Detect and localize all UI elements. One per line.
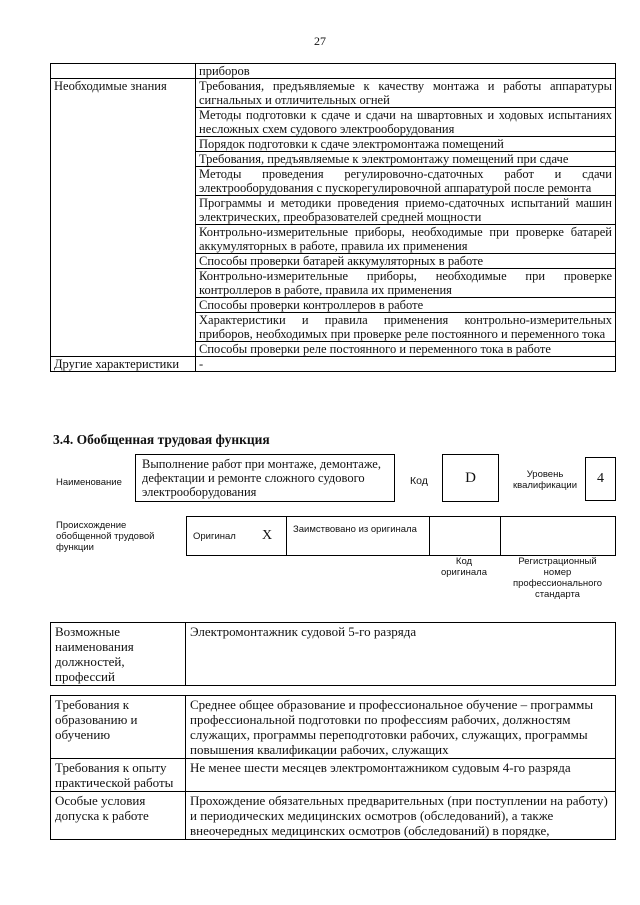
table-row [51, 623, 616, 686]
cell-value: приборов [196, 64, 616, 79]
table-row [51, 79, 616, 108]
positions-label: Возможные наименования должностей, профессий [51, 623, 186, 686]
requirement-label: Требования к опыту практической работы [51, 759, 186, 792]
knowledge-item: Контрольно-измерительные приборы, необходимые при проверке контроллеров в работе, правила их применения [196, 269, 616, 298]
table-row [51, 696, 616, 759]
code-value: D [442, 454, 499, 502]
original-label: Оригинал [193, 531, 236, 542]
code-label: Код [410, 475, 428, 487]
knowledge-label: Необходимые знания [51, 79, 196, 357]
knowledge-item: Способы проверки контроллеров в работе [196, 298, 616, 313]
positions-table [50, 622, 616, 686]
level-value: 4 [585, 457, 616, 501]
reg-caption: Регистрационный номер профессионального стандарта [513, 556, 602, 600]
table-row [51, 759, 616, 792]
name-label: Наименование [56, 477, 122, 488]
knowledge-item: Методы подготовки к сдаче и сдачи на швартовных и ходовых испытаниях несложных схем судового электрооборудования [196, 108, 616, 137]
knowledge-item: Требования, предъявляемые к качеству монтажа и работы аппаратуры сигнальных и отличительных огней [196, 79, 616, 108]
name-value: Выполнение работ при монтаже, демонтаже, дефектации и ремонте сложного судового электрооборудования [135, 454, 395, 502]
knowledge-item: Характеристики и правила применения контрольно-измерительных приборов, необходимых при проверке реле постоянного и переменного тока [196, 313, 616, 342]
knowledge-item: Контрольно-измерительные приборы, необходимые при проверке батарей аккумуляторных в работе, правила их применения [196, 225, 616, 254]
borrowed-label: Заимствовано из оригинала [293, 524, 417, 535]
requirements-table [50, 695, 616, 840]
table-row [51, 792, 616, 840]
other-value: - [196, 357, 616, 372]
knowledge-item: Порядок подготовки к сдаче электромонтажа помещений [196, 137, 616, 152]
knowledge-item: Способы проверки реле постоянного и переменного тока в работе [196, 342, 616, 357]
knowledge-table [50, 63, 616, 372]
section-title: 3.4. Обобщенная трудовая функция [53, 432, 270, 447]
positions-value: Электромонтажник судовой 5-го разряда [186, 623, 616, 686]
requirement-value: Прохождение обязательных предварительных (при поступлении на работу) и периодических медицинских осмотров (обследований), а также внеочередных медицинских осмотров (обследований) в порядке, [186, 792, 616, 840]
knowledge-item: Методы проведения регулировочно-сдаточных работ и сдачи электрооборудования с пускорегулировочной аппаратурой после ремонта [196, 167, 616, 196]
code-caption: Код оригинала [440, 556, 487, 578]
requirement-label: Требования к образованию и обучению [51, 696, 186, 759]
table-row [51, 357, 616, 372]
origin-label: Происхождение обобщенной трудовой функции [56, 520, 155, 553]
origin-box [186, 516, 616, 556]
knowledge-item: Программы и методики проведения приемо-сдаточных испытаний машин электрических, преобразователей средней мощности [196, 196, 616, 225]
page-number: 27 [314, 34, 326, 48]
requirement-label: Особые условия допуска к работе [51, 792, 186, 840]
requirement-value: Не менее шести месяцев электромонтажником судовым 4-го разряда [186, 759, 616, 792]
knowledge-item: Требования, предъявляемые к электромонтажу помещений при сдаче [196, 152, 616, 167]
knowledge-item: Способы проверки батарей аккумуляторных в работе [196, 254, 616, 269]
requirement-value: Среднее общее образование и профессиональное обучение – программы профессиональной подготовки по профессиям рабочих, должностям служащих, программы переподготовки рабочих, служащих, программы повышения квалификации рабочих, служащих [186, 696, 616, 759]
level-label: Уровень квалификации [512, 469, 578, 491]
table-row [51, 64, 616, 79]
other-label: Другие характеристики [51, 357, 196, 372]
original-mark: X [262, 528, 273, 543]
